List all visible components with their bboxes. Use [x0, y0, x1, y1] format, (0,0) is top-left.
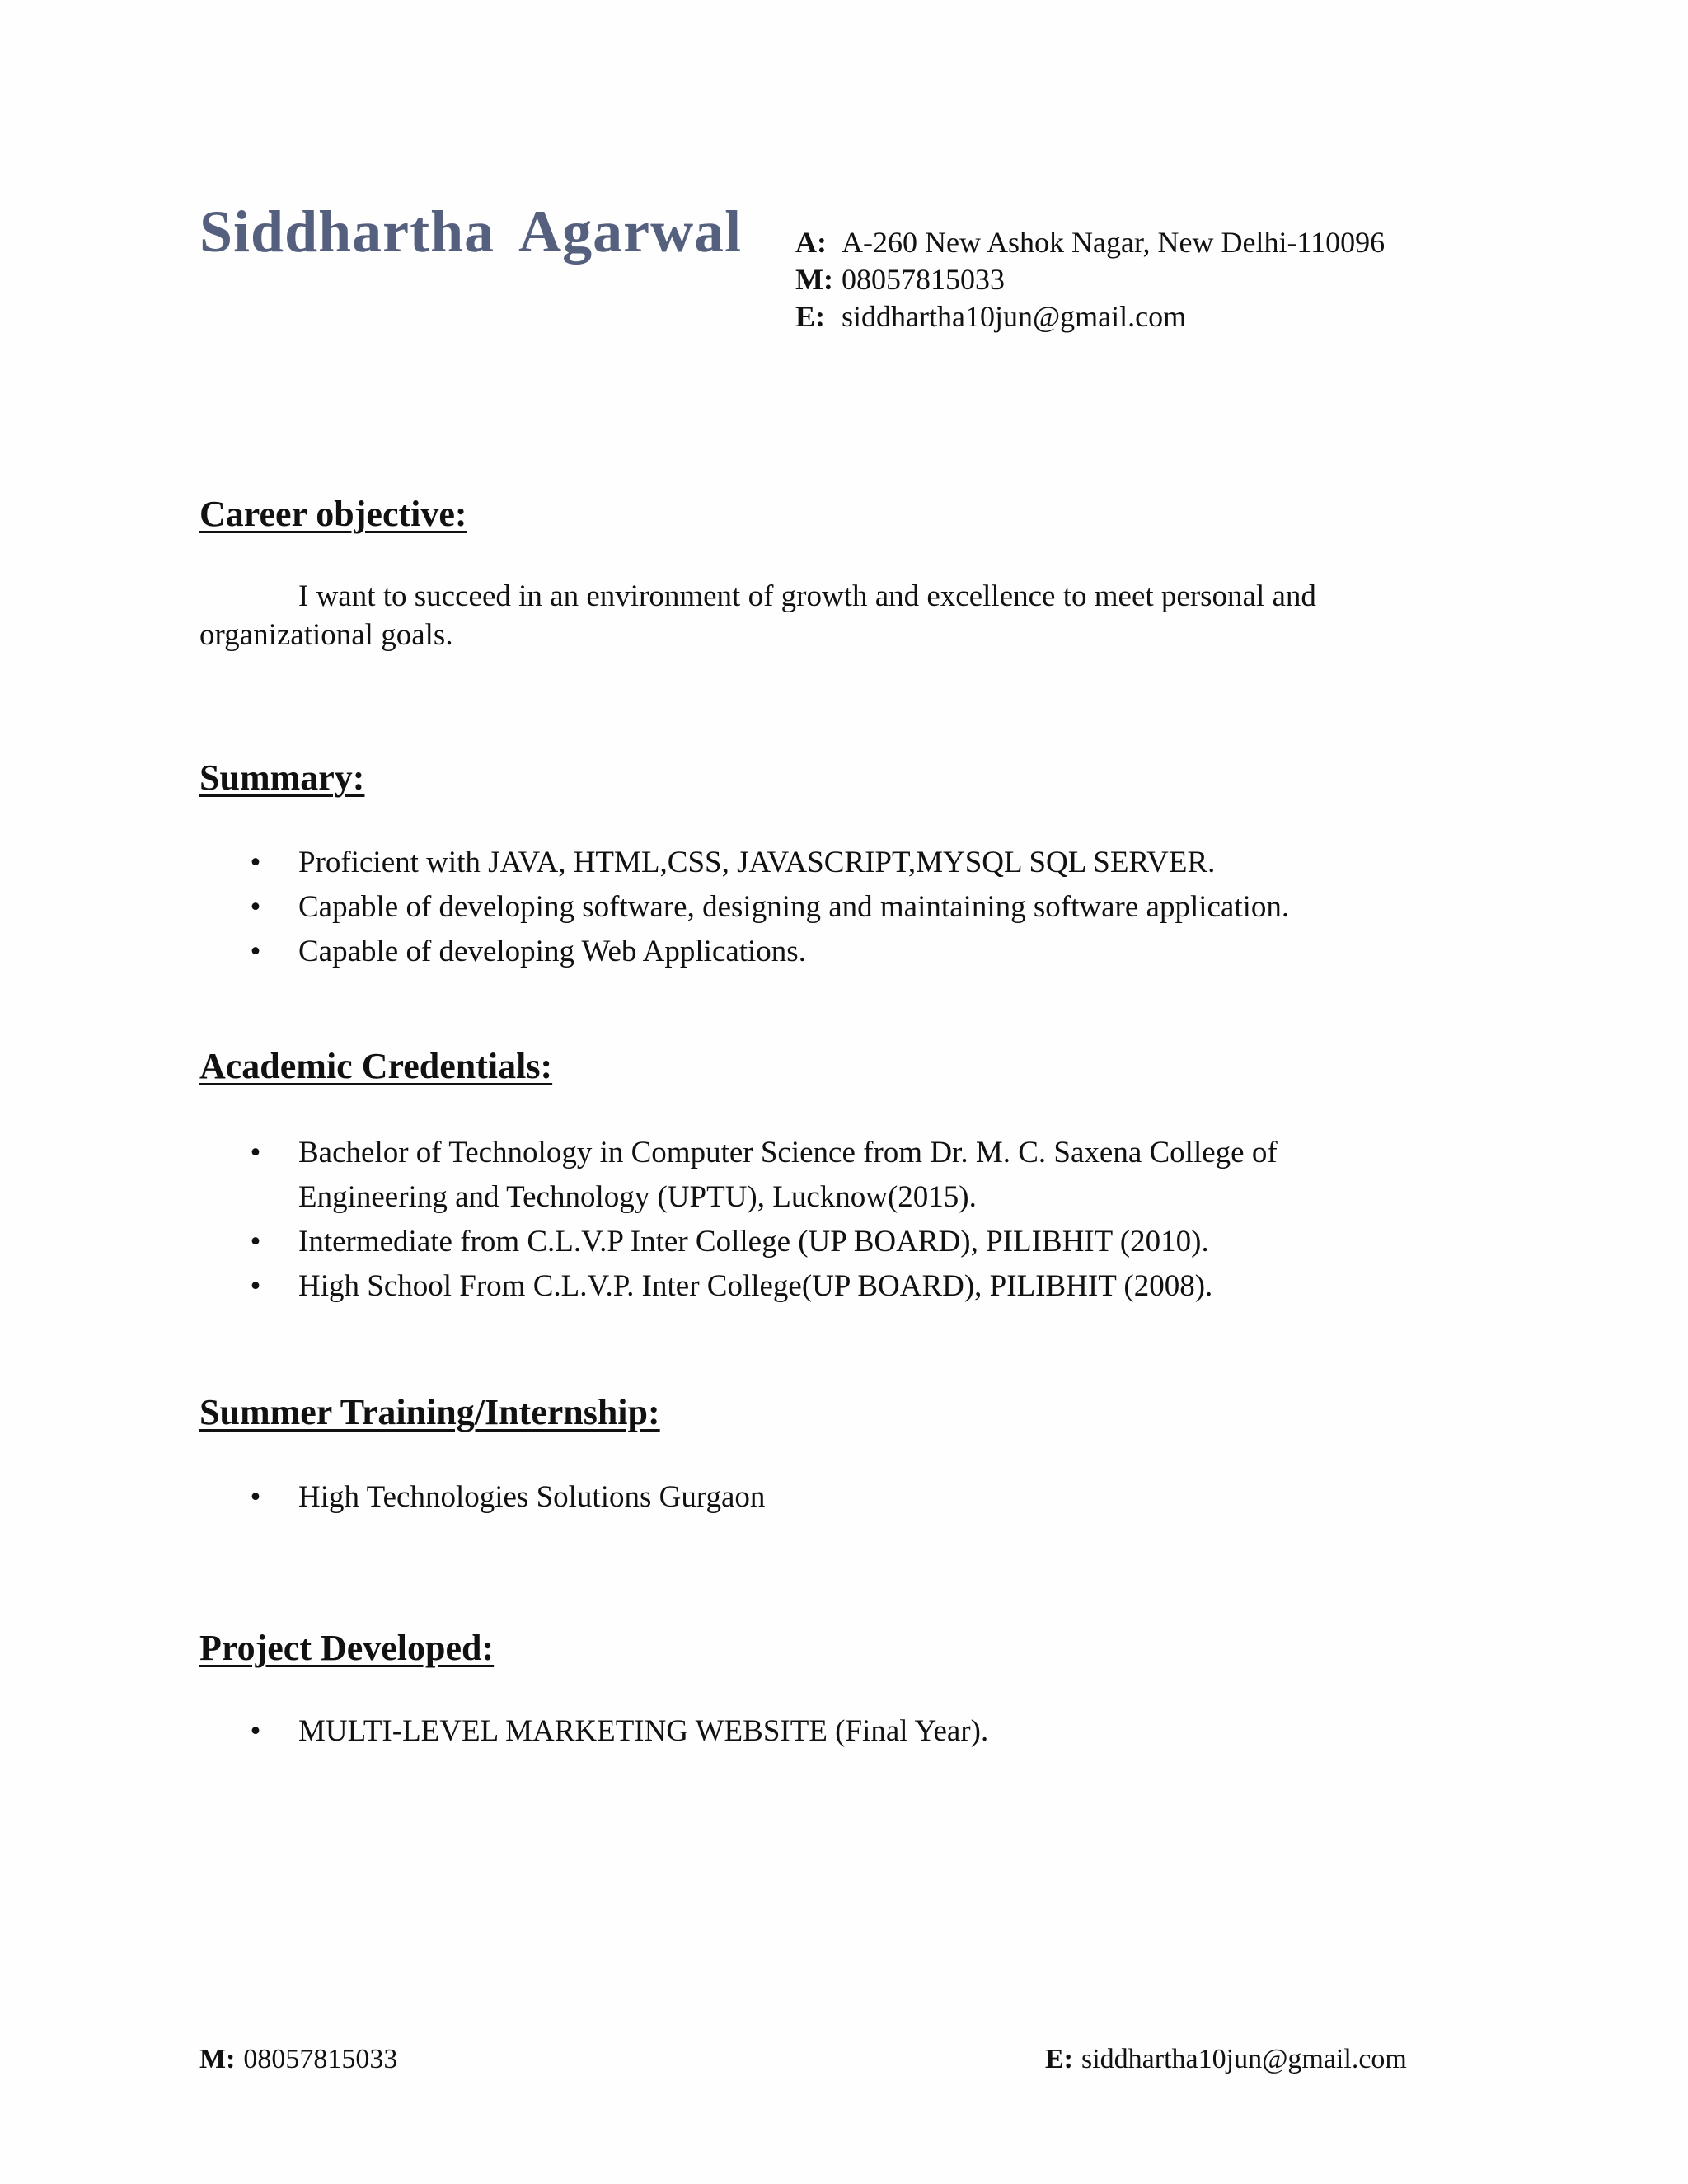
list-item [199, 1131, 1378, 1220]
academic-heading: Academic Credentials: [199, 1046, 553, 1086]
footer-email-value[interactable]: siddhartha10jun@gmail.com [1081, 2044, 1407, 2074]
academic-item-text: High School From C.L.V.P. Inter College(UP BOARD), PILIBHIT (2008). [298, 1269, 1213, 1303]
bullet-icon: • [250, 1225, 261, 1258]
list-item [199, 1220, 1378, 1264]
academic-item-text: Bachelor of Technology in Computer Science from Dr. M. C. Saxena College of Engineering and Technology (UPTU), Lucknow(2015). [298, 1136, 1278, 1214]
list-item [199, 930, 1378, 974]
mobile-value: 08057815033 [842, 263, 1005, 296]
address-value: A-260 New Ashok Nagar, New Delhi-110096 [842, 226, 1386, 259]
training-list [199, 1475, 1378, 1520]
summary-item-text: Capable of developing Web Applications. [298, 935, 806, 968]
list-item [199, 1475, 1378, 1520]
bullet-icon: • [250, 890, 261, 924]
footer-mobile [199, 2044, 397, 2075]
list-item [199, 885, 1378, 930]
career-objective-text [199, 577, 1378, 654]
list-item [199, 1709, 1378, 1754]
career-objective-body: I want to succeed in an environment of growth and excellence to meet personal and organizational goals. [199, 579, 1316, 652]
bullet-icon: • [250, 1480, 261, 1514]
training-heading: Summer Training/Internship: [199, 1392, 660, 1432]
project-heading: Project Developed: [199, 1628, 495, 1668]
bullet-icon: • [250, 1136, 261, 1169]
footer-mobile-label: M: [199, 2044, 236, 2074]
academic-item-text: Intermediate from C.L.V.P Inter College (UP BOARD), PILIBHIT (2010). [298, 1225, 1209, 1258]
training-item-text: High Technologies Solutions Gurgaon [298, 1480, 766, 1514]
address-label: A: [795, 226, 827, 259]
summary-item-text: Proficient with JAVA, HTML,CSS, JAVASCRIPT,MYSQL SQL SERVER. [298, 846, 1216, 879]
footer-email-label: E: [1045, 2044, 1073, 2074]
academic-list [199, 1131, 1378, 1309]
email-value[interactable]: siddhartha10jun@gmail.com [842, 300, 1187, 333]
candidate-name: Siddhartha Agarwal [199, 199, 743, 265]
project-list [199, 1709, 1378, 1754]
bullet-icon: • [250, 935, 261, 968]
list-item [199, 841, 1378, 885]
mobile-row [795, 261, 1385, 298]
footer-mobile-value: 08057815033 [243, 2044, 398, 2074]
footer-email [1045, 2044, 1407, 2075]
bullet-icon: • [250, 846, 261, 879]
mobile-label: M: [795, 263, 833, 296]
address-row [795, 224, 1385, 261]
email-label: E: [795, 300, 825, 333]
bullet-icon: • [250, 1714, 261, 1748]
career-objective-heading: Career objective: [199, 494, 467, 534]
summary-item-text: Capable of developing software, designing and maintaining software application. [298, 890, 1290, 924]
list-item [199, 1264, 1378, 1309]
summary-heading: Summary: [199, 757, 365, 798]
project-item-text: MULTI-LEVEL MARKETING WEBSITE (Final Year). [298, 1714, 989, 1748]
bullet-icon: • [250, 1269, 261, 1303]
contact-block [795, 224, 1385, 335]
summary-list [199, 841, 1378, 974]
email-row [795, 298, 1385, 335]
